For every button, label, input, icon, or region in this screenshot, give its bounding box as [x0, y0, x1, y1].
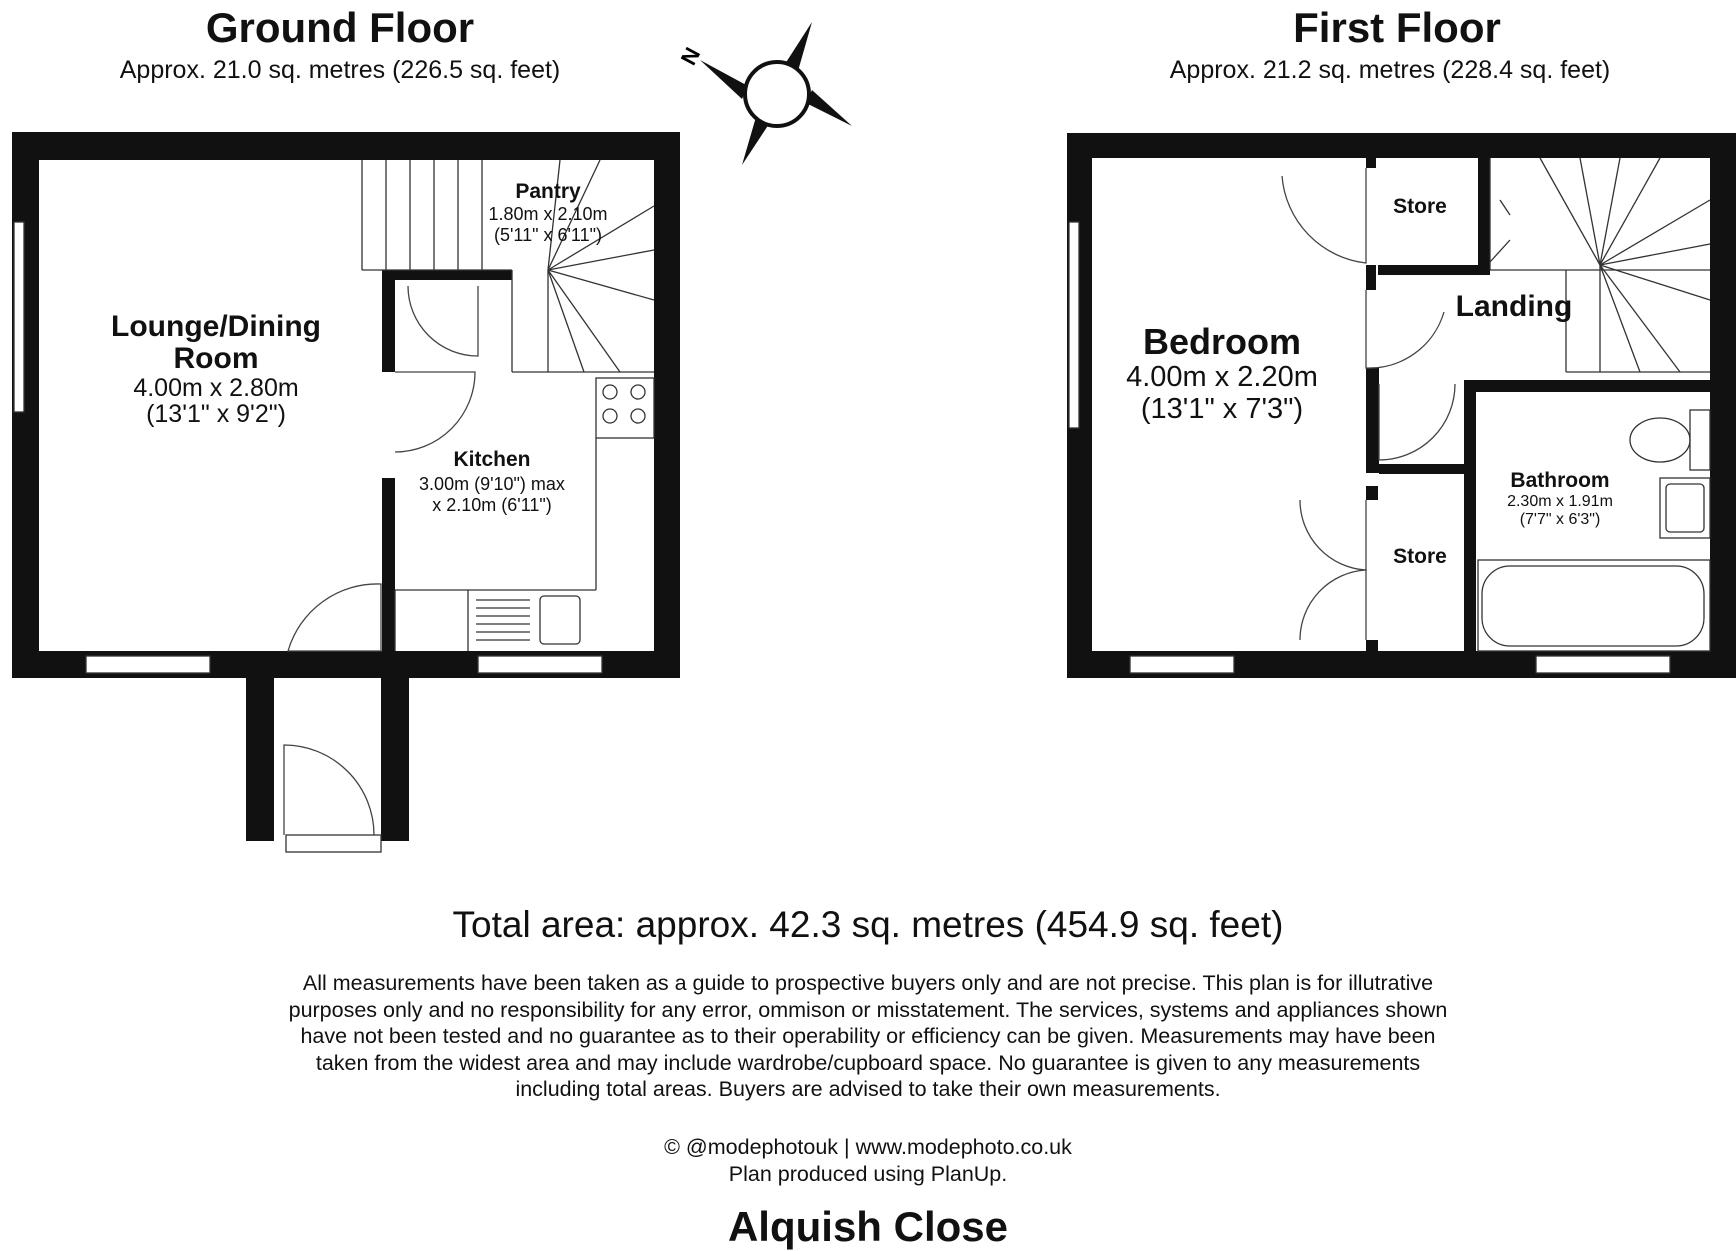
room-name: Landing [1455, 290, 1573, 323]
room-name: Bedroom [1142, 321, 1302, 362]
room-lounge-dining [111, 310, 321, 428]
room-name: Pantry [515, 180, 581, 203]
room-dimensions: 4.00m x 2.80m [133, 374, 299, 402]
room-dimensions: (7'7" x 6'3") [1519, 511, 1601, 528]
ground-floor-plan [12, 4, 680, 852]
wall [382, 276, 395, 372]
room-bathroom [1507, 469, 1613, 528]
room-landing [1456, 290, 1573, 323]
room-dimensions: 3.00m (9'10") max [419, 474, 565, 494]
room-bedroom [1126, 321, 1318, 425]
room-name: Kitchen [453, 448, 531, 471]
window [1069, 222, 1079, 428]
wall [1366, 368, 1379, 473]
staircase-first [1490, 158, 1710, 372]
wall [381, 651, 409, 841]
wall [1710, 133, 1736, 678]
room-name: Lounge/Dining [111, 310, 321, 343]
wall [1378, 265, 1490, 275]
wall [654, 132, 680, 678]
wall [1067, 133, 1736, 158]
room-dimensions: 1.80m x 2.10m [488, 204, 608, 224]
wall [382, 270, 512, 280]
window [86, 656, 210, 673]
wall [1464, 380, 1476, 660]
window [14, 222, 24, 412]
compass-rose-icon [676, 22, 852, 165]
wall [1478, 158, 1490, 270]
wall [382, 478, 395, 658]
staircase-ground [362, 160, 654, 372]
disclaimer [0, 970, 1736, 1103]
wall [12, 132, 680, 160]
room-store-upper [1393, 195, 1447, 218]
credit-line: Plan produced using PlanUp. [728, 1162, 1008, 1186]
credit-line: © @modephotouk | www.modephoto.co.uk [664, 1135, 1072, 1159]
room-kitchen [419, 448, 565, 515]
ground-floor-title: Ground Floor [205, 4, 475, 51]
window [286, 835, 381, 852]
room-dimensions: (13'1" x 7'3") [1140, 393, 1304, 425]
room-name: Room [173, 342, 259, 375]
disclaimer-line: including total areas. Buyers are advised to take their own measurements. [515, 1077, 1221, 1101]
bathroom-fittings [1478, 410, 1710, 651]
compass-north-label: N [675, 43, 706, 70]
wall [1379, 464, 1465, 474]
total-area: Total area: approx. 42.3 sq. metres (454.9 sq. feet) [452, 904, 1284, 945]
wall [1464, 380, 1710, 392]
credit [0, 1134, 1736, 1188]
wall [1366, 158, 1376, 168]
room-dimensions: 2.30m x 1.91m [1507, 493, 1613, 510]
wall [246, 651, 274, 841]
room-pantry [488, 180, 607, 245]
wall [1366, 486, 1378, 500]
first-floor-title: First Floor [1293, 4, 1501, 51]
room-store-lower [1393, 545, 1447, 568]
room-dimensions: x 2.10m (6'11") [432, 495, 552, 515]
window [1130, 656, 1234, 673]
room-name: Store [1393, 195, 1447, 218]
window [478, 656, 602, 673]
wall [1366, 265, 1376, 290]
disclaimer-line: purposes only and no responsibility for any error, ommison or misstatement. The services, systems and appliances shown [288, 997, 1448, 1022]
room-dimensions: (5'11" x 6'11") [493, 225, 603, 245]
room-dimensions: 4.00m x 2.20m [1126, 361, 1318, 393]
property-name: Alquish Close [727, 1203, 1009, 1250]
window [1536, 656, 1670, 673]
room-dimensions: (13'1" x 9'2") [146, 400, 286, 428]
wall [1366, 640, 1378, 654]
disclaimer-line: All measurements have been taken as a guide to prospective buyers only and are not precise. This plan is for illutrative [302, 971, 1434, 995]
disclaimer-line: taken from the widest area and may include wardrobe/cupboard space. No guarantee is given to any measurements [315, 1050, 1421, 1075]
room-name: Bathroom [1510, 469, 1610, 492]
room-name: Store [1393, 545, 1447, 568]
first-floor-area: Approx. 21.2 sq. metres (228.4 sq. feet) [1169, 56, 1611, 84]
ground-floor-area: Approx. 21.0 sq. metres (226.5 sq. feet) [119, 56, 561, 84]
disclaimer-line: have not been tested and no guarantee as to their operability or efficiency can be given. Measurements may have been [300, 1024, 1436, 1048]
first-floor-plan [1067, 4, 1736, 678]
